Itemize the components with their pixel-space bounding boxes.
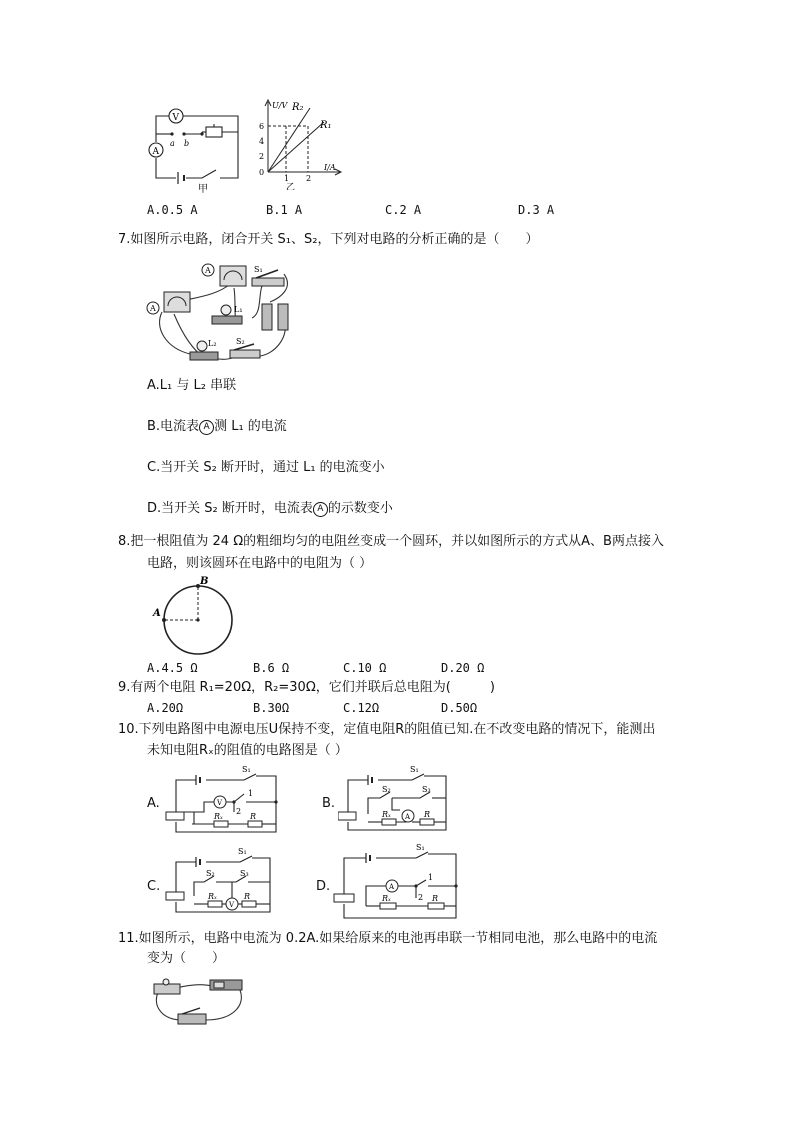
q7-option-a: A.L₁ 与 L₂ 串联 xyxy=(147,378,237,393)
q10-circuit-d xyxy=(332,840,466,922)
graph-figure-yi xyxy=(248,98,348,190)
q10-label-b: B. xyxy=(322,796,336,811)
series-label-r1: R₁ xyxy=(320,120,332,131)
q9-option-c: C.12Ω xyxy=(343,701,380,715)
y-tick-2: 2 xyxy=(259,152,265,161)
q6-option-b: B.1 A xyxy=(266,203,303,217)
s2-label: S₂ xyxy=(382,785,391,794)
q10-stem-line1: 10.下列电路图中电源电压U保持不变，定值电阻R的阻值已知.在不改变电路的情况下，能测出 xyxy=(118,722,656,737)
s1-label: S₁ xyxy=(410,765,419,774)
q9-option-d: D.50Ω xyxy=(441,701,478,715)
point-b-label: B xyxy=(200,576,209,587)
node-a-label: a xyxy=(170,139,175,148)
s1-label: S₁ xyxy=(416,843,425,852)
q10-label-c: C. xyxy=(147,879,161,894)
y-axis-label: U/V xyxy=(272,101,288,110)
q11-physical-circuit-figure xyxy=(148,974,252,1030)
pos-1-label: 1 xyxy=(428,873,434,882)
q7-option-d: D.当开关 S₂ 断开时，电流表 A 的示数变小 xyxy=(147,501,393,516)
q7-option-b: B.电流表 A 测 L₁ 的电流 xyxy=(147,419,287,434)
y-tick-4: 4 xyxy=(259,137,265,146)
r-label: R xyxy=(244,892,251,901)
q10-circuit-b xyxy=(338,764,458,838)
node-b-label: b xyxy=(184,139,190,148)
x-tick-1: 1 xyxy=(284,174,290,183)
a-label: A xyxy=(389,883,395,891)
q7-option-c: C.当开关 S₂ 断开时，通过 L₁ 的电流变小 xyxy=(147,460,385,475)
fig-l1-label: L₁ xyxy=(234,305,243,314)
q7-stem: 7.如图所示电路，闭合开关 S₁、S₂，下列对电路的分析正确的是（ ） xyxy=(118,232,539,247)
q10-circuit-a xyxy=(164,764,284,838)
circuit-figure-jia xyxy=(140,98,246,194)
voltmeter-label: V xyxy=(172,113,179,123)
ammeter-label: A xyxy=(152,147,159,157)
q7-physical-circuit-figure xyxy=(144,258,304,370)
ammeter-symbol: A xyxy=(313,502,328,517)
s3-label: S₃ xyxy=(240,869,249,878)
q9-stem: 9.有两个电阻 R₁=20Ω，R₂=30Ω，它们并联后总电阻为( ) xyxy=(118,680,495,695)
rx-label: Rₓ xyxy=(382,894,391,903)
fig-s2-label: S₂ xyxy=(236,337,245,346)
q10-label-d: D. xyxy=(316,879,331,894)
q8-stem-line1: 8.把一根阻值为 24 Ω的粗细均匀的电阻丝变成一个圆环，并以如图所示的方式从A、B两点接入 xyxy=(118,534,664,549)
q6-option-d: D.3 A xyxy=(518,203,555,217)
q8-option-c: C.10 Ω xyxy=(343,661,387,675)
y-tick-6: 6 xyxy=(259,122,265,131)
q10-stem-line2: 未知电阻Rₓ的阻值的电路图是（ ） xyxy=(147,743,348,758)
q9-option-b: B.30Ω xyxy=(253,701,290,715)
q8-option-b: B.6 Ω xyxy=(253,661,290,675)
ring-resistor-figure xyxy=(146,572,238,662)
q11-stem-line1: 11.如图所示，电路中电流为 0.2A.如果给原来的电池再串联一节相同电池，那么电路中的电流 xyxy=(118,931,658,946)
fig-meter-a1: A xyxy=(205,266,211,275)
pos-2-label: 2 xyxy=(236,807,242,816)
series-label-r2: R₂ xyxy=(292,102,304,113)
pos-1-label: 1 xyxy=(248,789,254,798)
v-label: V xyxy=(229,901,235,909)
s1-label: S₁ xyxy=(238,847,247,856)
figure-caption-yi: 乙 xyxy=(286,183,296,190)
q10-circuit-c xyxy=(164,846,284,920)
r-label: R xyxy=(432,894,439,903)
q8-stem-line2: 电路，则该圆环在电路中的电阻为（ ） xyxy=(147,556,373,571)
q10-label-a: A. xyxy=(147,796,160,811)
point-a-label: A xyxy=(153,608,161,619)
q8-option-a: A.4.5 Ω xyxy=(147,661,198,675)
figure-caption-jia: 甲 xyxy=(198,184,208,194)
q6-option-a: A.0.5 A xyxy=(147,203,198,217)
q11-stem-line2: 变为（ ） xyxy=(147,951,226,966)
r-label: R xyxy=(250,812,257,821)
r-label: R xyxy=(424,810,431,819)
rx-label: Rₓ xyxy=(208,892,217,901)
fig-l2-label: L₂ xyxy=(208,339,217,348)
rx-label: Rₓ xyxy=(382,810,391,819)
q9-option-a: A.20Ω xyxy=(147,701,184,715)
ammeter-symbol: A xyxy=(199,420,214,435)
x-tick-2: 2 xyxy=(306,174,312,183)
a-label: A xyxy=(405,813,411,821)
s3-label: S₃ xyxy=(422,785,431,794)
q6-option-c: C.2 A xyxy=(385,203,422,217)
fig-s1-label: S₁ xyxy=(254,265,263,274)
v-label: V xyxy=(217,799,223,807)
x-axis-label: I/A xyxy=(324,163,336,172)
pos-2-label: 2 xyxy=(418,893,424,902)
fig-meter-a2: A xyxy=(150,304,156,313)
q8-option-d: D.20 Ω xyxy=(441,661,485,675)
rx-label: Rₓ xyxy=(214,812,223,821)
origin-label: 0 xyxy=(259,168,265,177)
s2-label: S₂ xyxy=(206,869,215,878)
s1-label: S₁ xyxy=(242,765,251,774)
